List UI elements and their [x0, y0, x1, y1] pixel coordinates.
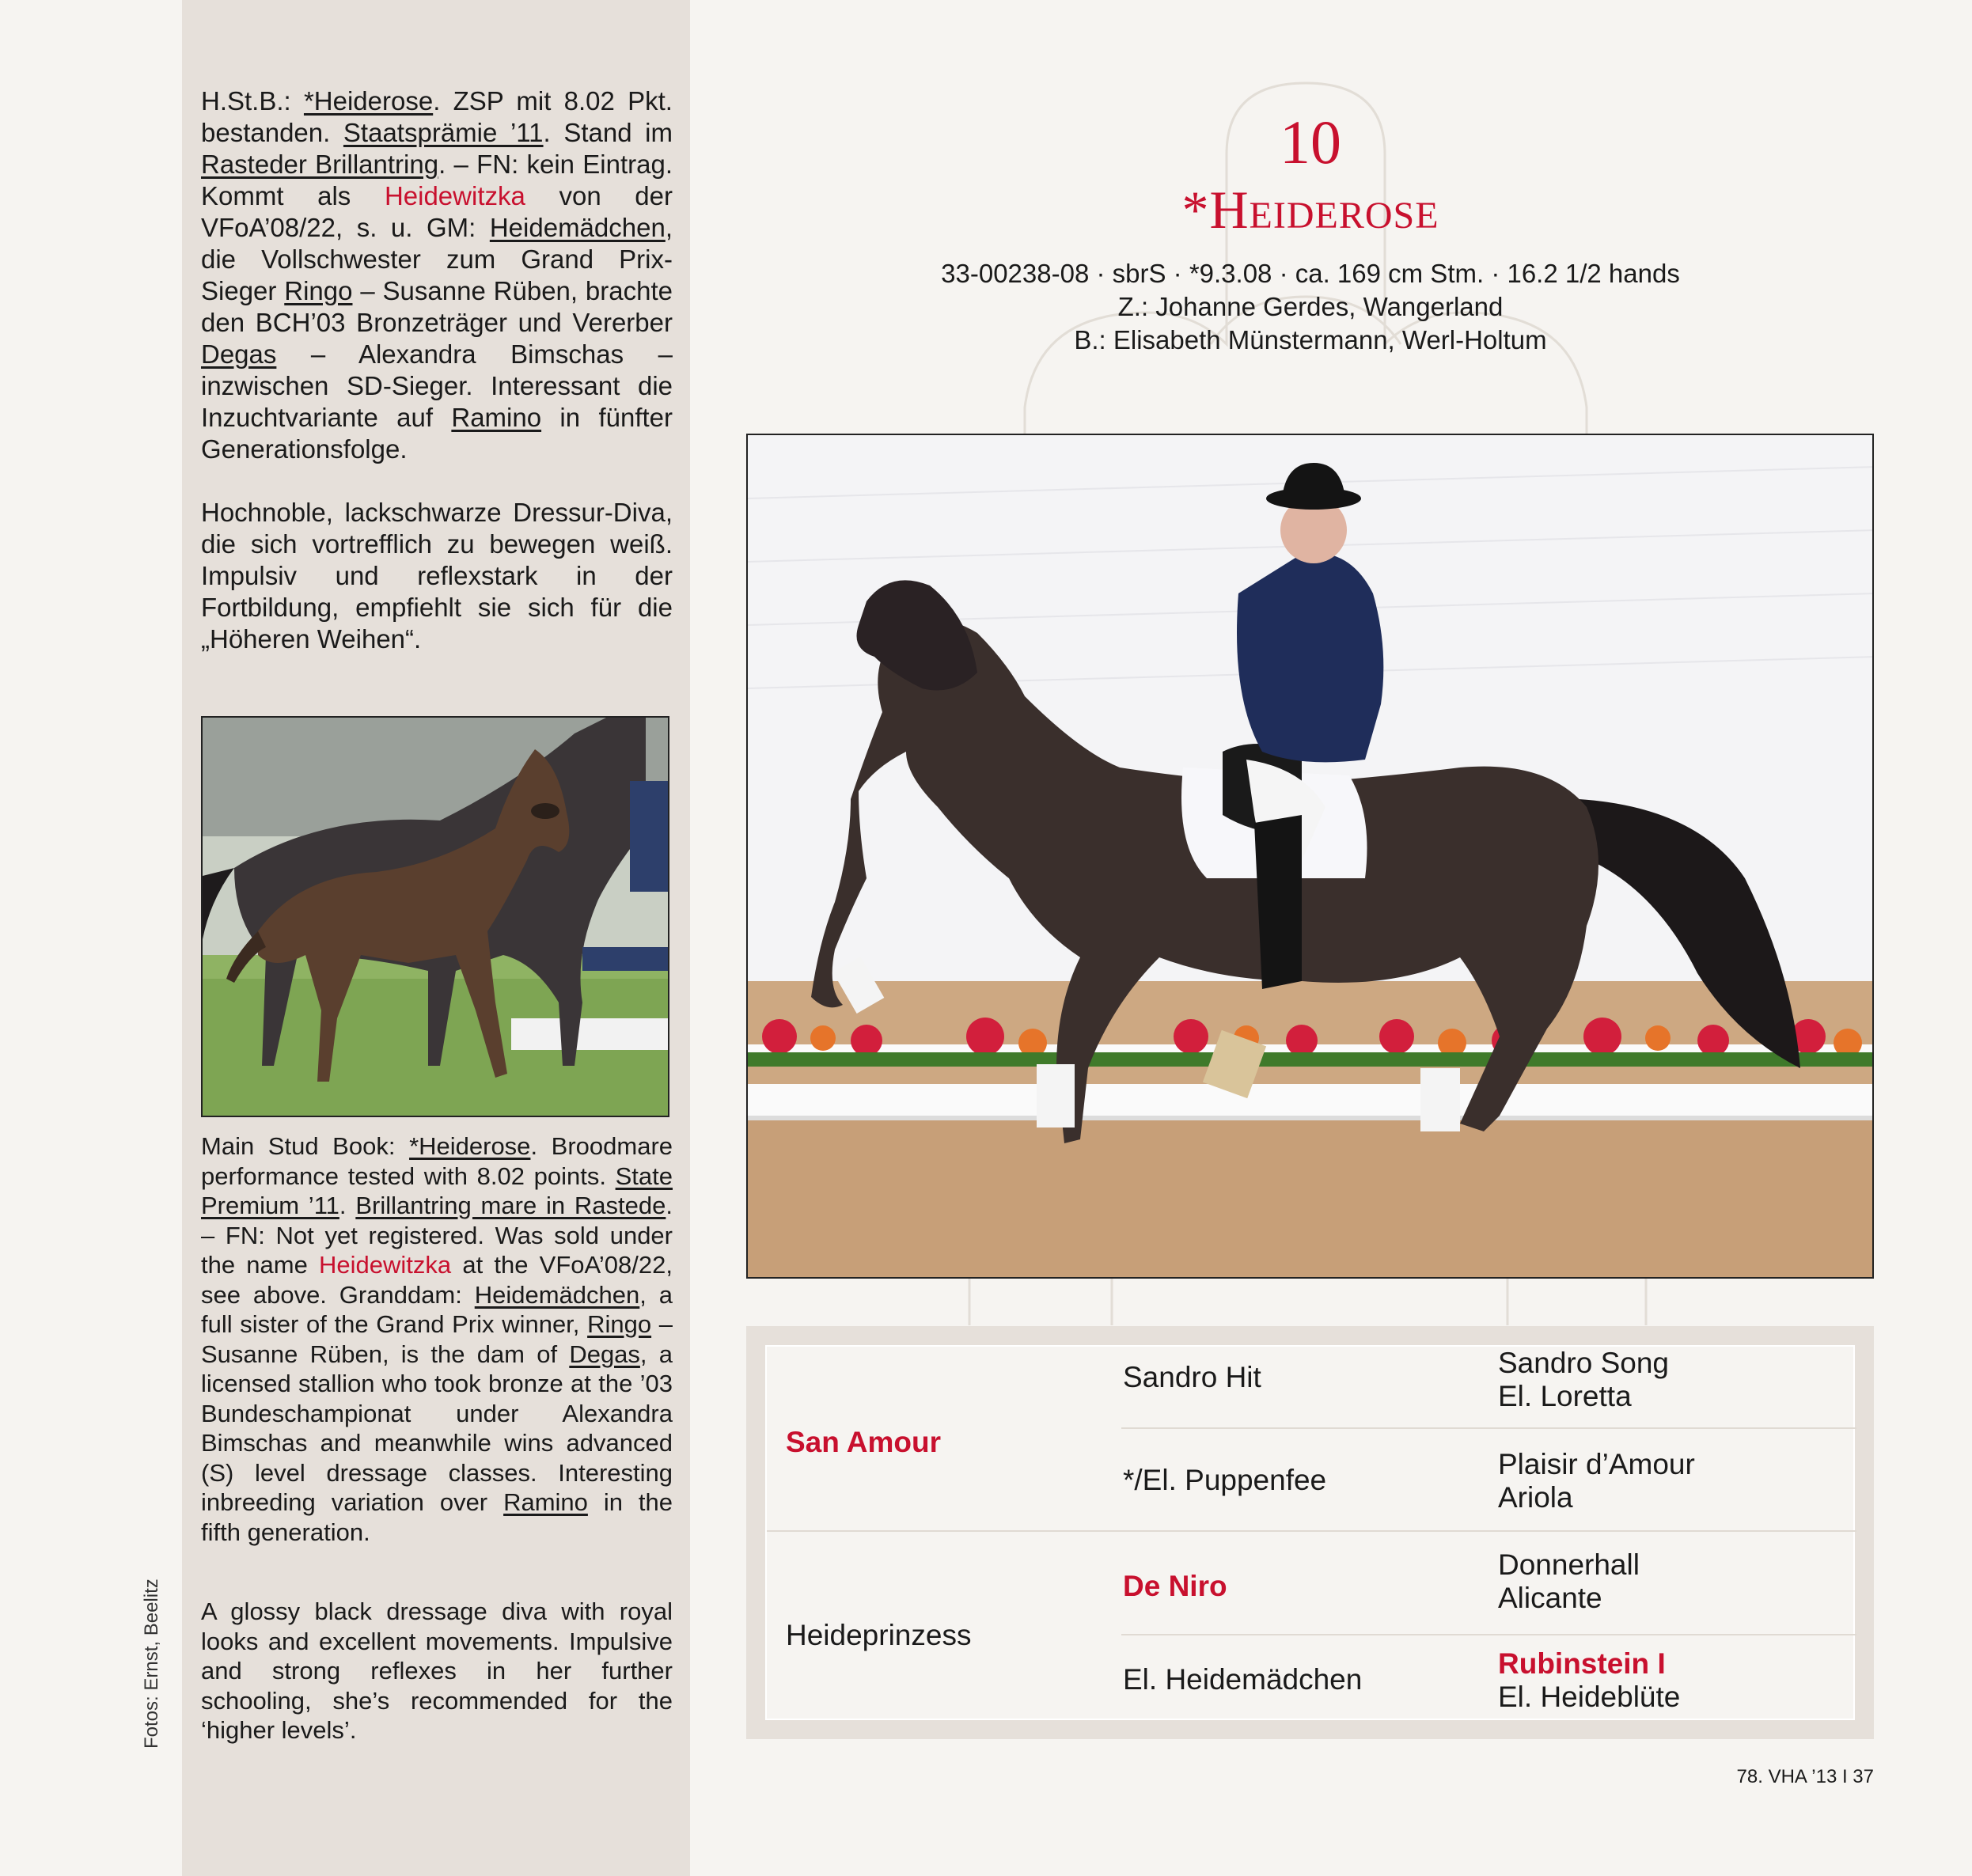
- foal-photo: [201, 716, 669, 1117]
- link-ramino: Ramino: [503, 1488, 588, 1516]
- text: . ZSP mit 8.02 Pkt. bestanden.: [201, 86, 673, 147]
- breeder-line: Z.: Johanne Gerdes, Wangerland: [1117, 292, 1504, 321]
- text: – Alexandra Bimschas – inzwischen SD-Sieger. Interessant die Inzuchtvariante auf: [201, 339, 673, 432]
- text: in fünfter Generationsfolge.: [201, 403, 673, 464]
- german-paragraph-1: [201, 85, 673, 465]
- horse-number: 10: [1280, 108, 1341, 176]
- link-heidemaedchen: Heidemädchen: [489, 213, 666, 242]
- text: . – FN: Not yet registered. Was sold under the name: [201, 1192, 673, 1279]
- link-heiderose: *Heiderose: [303, 86, 434, 116]
- dressage-rider-image: [748, 435, 1874, 1279]
- text: H.St.B.:: [201, 86, 304, 116]
- text: in the fifth generation.: [201, 1488, 673, 1546]
- dam-dam: El. Heidemädchen: [1123, 1663, 1363, 1696]
- link-state-premium: State Premium ’11: [201, 1162, 673, 1219]
- german-paragraph-2: Hochnoble, lackschwarze Dressur-Diva, die sich vortrefflich zu bewegen weiß. Impulsiv und reflexstark in der Fortbildung, empfiehlt sie sich für die „Höheren Weihen“.: [201, 498, 673, 654]
- sire-dam: */El. Puppenfee: [1123, 1464, 1327, 1496]
- link-rasteder: Rasteder Brillantring: [201, 150, 439, 179]
- sire-sire-dam: El. Loretta: [1498, 1380, 1632, 1412]
- sire: San Amour: [786, 1426, 941, 1458]
- link-heiderose: *Heiderose: [409, 1132, 531, 1160]
- link-heidemaedchen: Heidemädchen: [474, 1280, 640, 1309]
- horse-id-line: 33-00238-08 · sbrS · *9.3.08 · ca. 169 cm Stm. · 16.2 1/2 hands: [941, 259, 1680, 288]
- text: . Broodmare performance tested with 8.02 points.: [201, 1132, 673, 1190]
- text: von der VFoA’08/22, s. u. GM:: [201, 181, 673, 242]
- pedigree-table: [765, 1345, 1855, 1720]
- text: , die Vollschwester zum Grand Prix-Sieger: [201, 213, 673, 305]
- dam-dam-sire: Rubinstein I: [1498, 1647, 1666, 1680]
- horse-name: *Heiderose: [1181, 180, 1439, 240]
- text: Main Stud Book:: [201, 1132, 410, 1160]
- main-photo: [746, 434, 1874, 1279]
- link-brillantring: Brillantring mare in Rastede: [355, 1192, 666, 1219]
- text: . Stand im: [543, 118, 673, 147]
- text: . – FN: kein Eintrag. Kommt als: [201, 150, 673, 210]
- photo-credit: Fotos: Ernst, Beelitz: [141, 1578, 162, 1749]
- german-description: [201, 85, 673, 687]
- link-degas: Degas: [569, 1340, 640, 1368]
- link-ramino: Ramino: [451, 403, 542, 432]
- text: .: [339, 1192, 356, 1219]
- text: at the VFoA’08/22, see above. Granddam:: [201, 1251, 673, 1309]
- link-ringo: Ringo: [587, 1310, 652, 1338]
- text: – Susanne Rüben, brachte den BCH’03 Bronzeträger und Vererber: [201, 276, 673, 337]
- page-number: 78. VHA ’13 I 37: [1736, 1766, 1874, 1787]
- text: , a licensed stallion who took bronze at the ’03 Bundeschampionat under Alexandra Bimschas and meanwhile wins advanced (S) level dressage classes. Interesting inbreeding variation over: [201, 1340, 673, 1516]
- dam-sire: De Niro: [1123, 1570, 1227, 1602]
- sire-sire-sire: Sandro Song: [1498, 1347, 1670, 1379]
- sire-sire: Sandro Hit: [1123, 1361, 1261, 1393]
- sire-dam-sire: Plaisir d’Amour: [1498, 1448, 1695, 1480]
- dam: Heideprinzess: [786, 1619, 972, 1651]
- left-sidebar: [182, 0, 690, 1876]
- text: , a full sister of the Grand Prix winner,: [201, 1280, 673, 1338]
- mare-and-foal-image: [203, 718, 669, 1117]
- english-description: [201, 1131, 673, 1578]
- dam-sire-sire: Donnerhall: [1498, 1548, 1640, 1581]
- link-staatspraemie: Staatsprämie ’11: [343, 118, 544, 147]
- text: – Susanne Rüben, is the dam of: [201, 1310, 673, 1368]
- english-paragraph-1: [201, 1131, 673, 1547]
- dam-dam-dam: El. Heideblüte: [1498, 1681, 1681, 1713]
- english-paragraph-2: A glossy black dressage diva with royal looks and excellent movements. Impulsive and strong reflexes in her further schooling, she’s recommended for the ‘higher levels’.: [201, 1597, 673, 1744]
- sale-name: Heidewitzka: [384, 181, 525, 210]
- sire-dam-dam: Ariola: [1498, 1481, 1573, 1514]
- horse-info: [870, 257, 1750, 357]
- link-degas: Degas: [201, 339, 277, 369]
- owner-line: B.: Elisabeth Münstermann, Werl-Holtum: [1074, 325, 1547, 354]
- sale-name: Heidewitzka: [319, 1251, 452, 1279]
- link-ringo: Ringo: [284, 276, 353, 305]
- dam-sire-dam: Alicante: [1498, 1582, 1602, 1614]
